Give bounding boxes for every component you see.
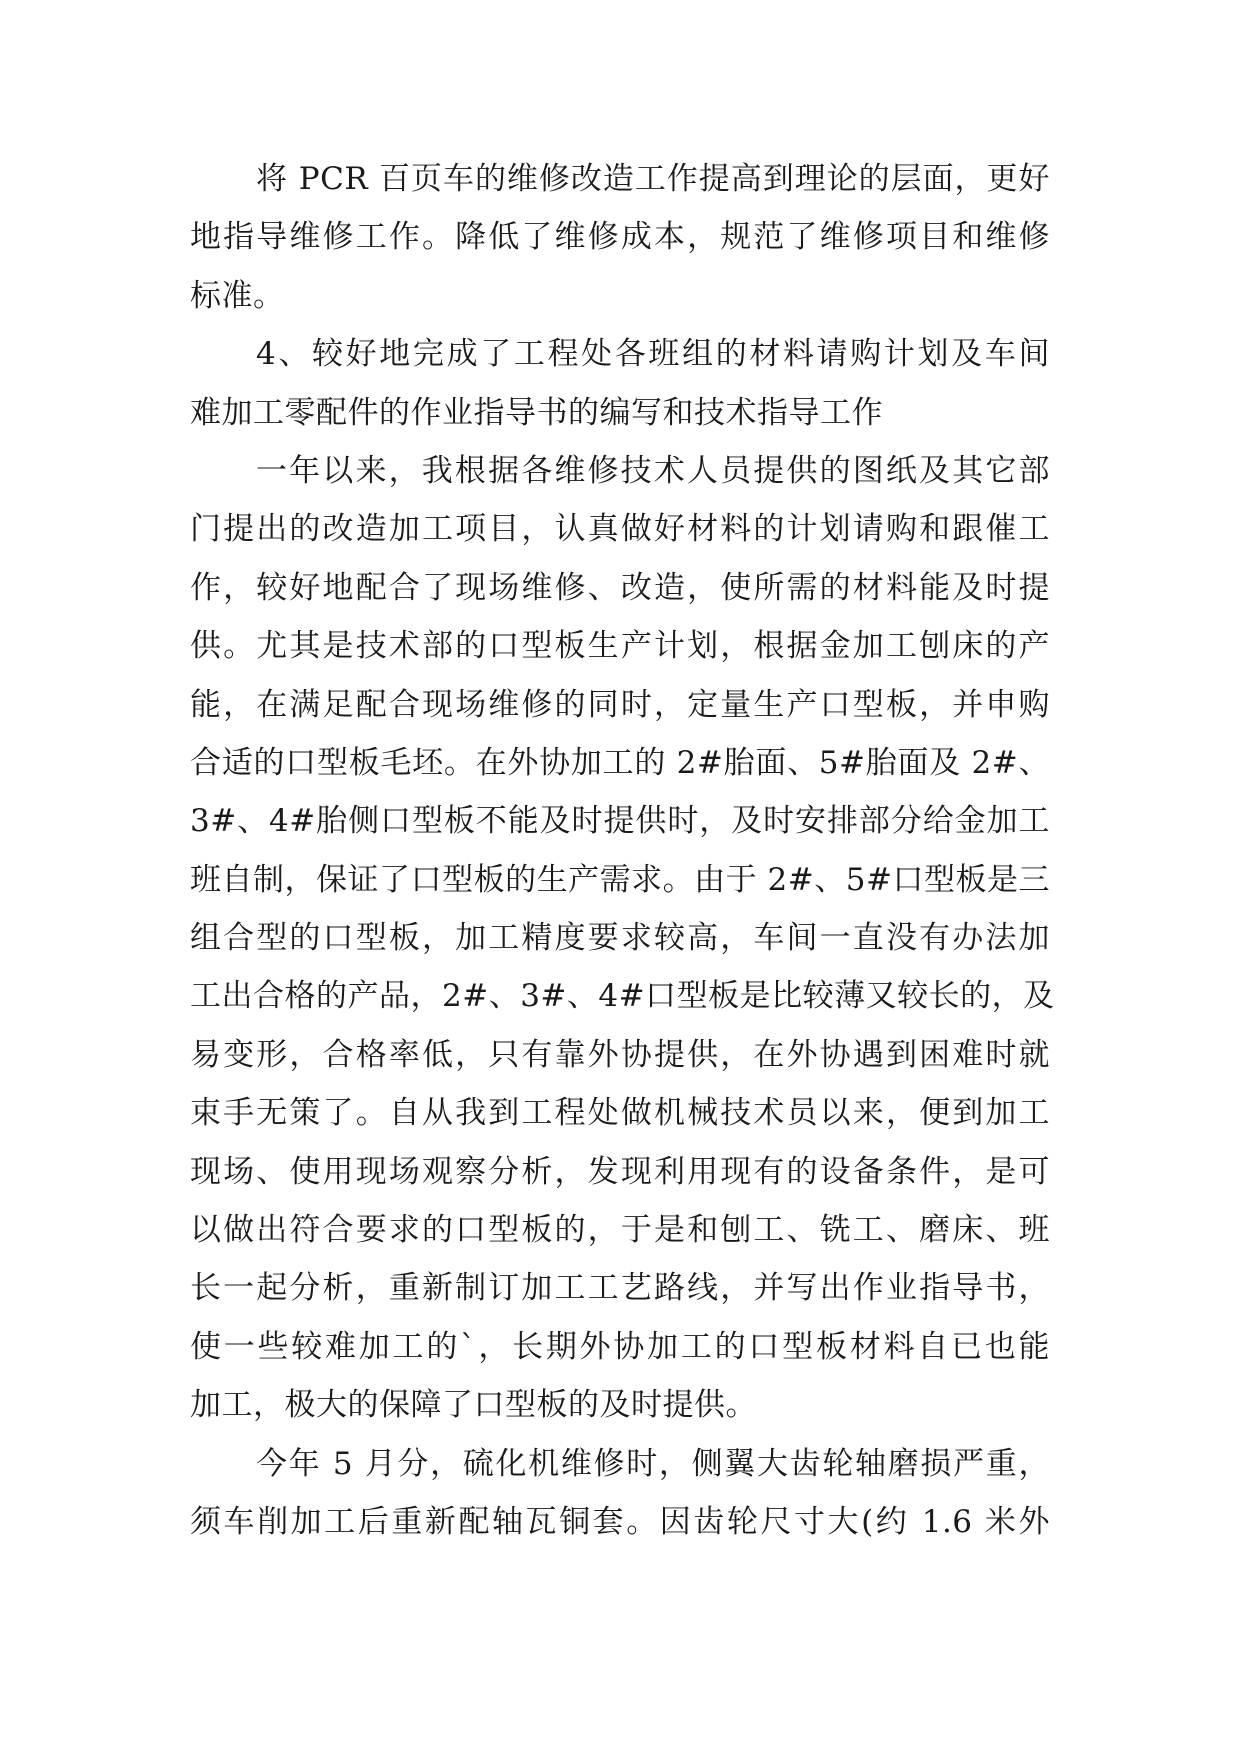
text-line: 合适的口型板毛坯。在外协加工的 2#胎面、5#胎面及 2#、 xyxy=(190,744,1050,781)
text-line: 地指导维修工作。降低了维修成本，规范了维修项目和维修 xyxy=(190,219,1050,256)
text-line: 门提出的改造加工项目，认真做好材料的计划请购和跟催工 xyxy=(190,511,1050,548)
text-line: 3#、4#胎侧口型板不能及时提供时，及时安排部分给金加工 xyxy=(190,803,1050,840)
text-line: 以做出符合要求的口型板的，于是和刨工、铣工、磨床、班 xyxy=(190,1212,1050,1249)
text-line: 班自制，保证了口型板的生产需求。由于 2#、5#口型板是三 xyxy=(190,861,1050,898)
text-line: 4、较好地完成了工程处各班组的材料请购计划及车间 xyxy=(256,336,1050,373)
text-line: 现场、使用现场观察分析，发现利用现有的设备条件，是可 xyxy=(190,1153,1050,1190)
text-line: 加工，极大的保障了口型板的及时提供。 xyxy=(190,1387,757,1424)
text-line: 将 PCR 百页车的维修改造工作提高到理论的层面，更好 xyxy=(256,161,1050,197)
text-line: 供。尤其是技术部的口型板生产计划，根据金加工刨床的产 xyxy=(190,628,1050,665)
text-line: 标准。 xyxy=(190,277,285,314)
text-line: 能，在满足配合现场维修的同时，定量生产口型板，并申购 xyxy=(190,686,1050,723)
document-body xyxy=(190,150,1055,1551)
text-line: 使一些较难加工的`，长期外协加工的口型板材料自已也能 xyxy=(190,1328,1050,1365)
text-line: 束手无策了。自从我到工程处做机械技术员以来，便到加工 xyxy=(190,1095,1050,1132)
text-line: 今年 5 月分，硫化机维修时，侧翼大齿轮轴磨损严重， xyxy=(256,1445,1050,1482)
text-line: 须车削加工后重新配轴瓦铜套。因齿轮尺寸大(约 1.6 米外 xyxy=(190,1503,1050,1540)
text-line: 长一起分析，重新制订加工工艺路线，并写出作业指导书， xyxy=(190,1270,1050,1307)
text-line: 易变形，合格率低，只有靠外协提供，在外协遇到困难时就 xyxy=(190,1036,1050,1073)
text-line: 工出合格的产品，2#、3#、4#口型板是比较薄又较长的，及 xyxy=(190,978,1055,1015)
text-line: 组合型的口型板，加工精度要求较高，车间一直没有办法加 xyxy=(190,920,1050,957)
text-line: 难加工零配件的作业指导书的编写和技术指导工作 xyxy=(190,394,883,431)
text-line: 一年以来，我根据各维修技术人员提供的图纸及其它部 xyxy=(256,452,1050,489)
text-line: 作，较好地配合了现场维修、改造，使所需的材料能及时提 xyxy=(190,569,1050,606)
